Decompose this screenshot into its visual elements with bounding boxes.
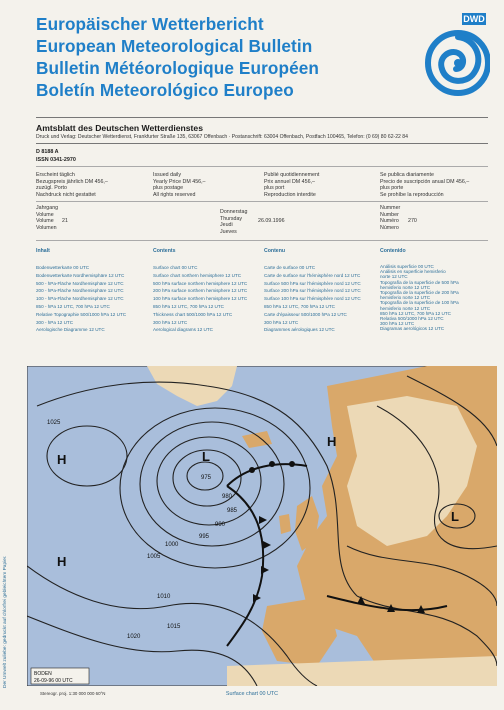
volume-value: 21 xyxy=(62,218,68,224)
isobar-label: 1005 xyxy=(147,554,161,560)
isobar-label: 1025 xyxy=(47,420,61,426)
list-item: 200 - hPa-Fläche Nordhemisphäre 12 UTC xyxy=(36,288,124,294)
isobar-label: 990 xyxy=(215,522,226,528)
list-item: 850 - hPa 12 UTC, 700 hPa 12 UTC xyxy=(36,303,110,309)
list-item: 500 - hPa-Fläche Nordhemisphäre 12 UTC xyxy=(36,280,124,286)
contents-list-french xyxy=(264,264,361,334)
low-pressure-symbol: L xyxy=(202,449,210,464)
list-item: Surface chart 00 UTC xyxy=(153,265,198,270)
publisher-address: Druck und Verlag: Deutscher Wetterdienst, Frankfurter Straße 135, 63067 Offenbach · Postanschrift: 63004 Offenbach, Postfach 100465, Telefon: (0 69) 80 62-22 84 xyxy=(36,134,408,140)
dwd-logo-text: DWD xyxy=(463,14,485,24)
list-item: Surface 200 hPa sur l'hémisphère nord 12 UTC xyxy=(264,288,361,294)
stamp-line: 26-09-96 00 UTC xyxy=(34,678,73,684)
list-item: 850 hPa 12 UTC, 700 hPa 12 UTC xyxy=(153,303,224,309)
isobar-label: 985 xyxy=(227,508,238,514)
issn: ISSN 0341-2970 xyxy=(36,157,76,163)
list-item: Thickness chart 500/1000 hPa 12 UTC xyxy=(153,311,233,317)
contents-list-english xyxy=(153,264,247,334)
weekday-labels: Donnerstag Thursday Jeudi Jueves xyxy=(220,209,248,235)
isobar-label: 1015 xyxy=(167,624,181,630)
list-item: hemisferio norte 12 UTC xyxy=(380,284,431,290)
list-item: Topografía de la superficie de 500 hPa xyxy=(380,279,459,285)
list-item: Análisis en superficie hemisferio xyxy=(380,269,446,275)
list-item: Análisis superficie 00 UTC xyxy=(380,264,434,269)
list-item: 850 hPa 12 UTC, 700 hPa 12 UTC xyxy=(380,310,451,316)
dwd-logo xyxy=(424,13,490,99)
isobar-label: 980 xyxy=(222,494,233,500)
pub-col-english: Issued daily Yearly Price DM 456,– plus postage All rights reserved xyxy=(153,172,206,198)
recycled-paper-note: Der Umwelt zuliebe: gedruckt auf chlorfrei gebleichtem Papier. xyxy=(3,555,8,688)
contents-heading-spanish: Contenido xyxy=(380,248,406,254)
high-pressure-symbol: H xyxy=(57,554,67,569)
list-item: Diagramas aerológicos 12 UTC xyxy=(380,326,445,332)
list-item: Relative Topographie 500/1000 hPa 12 UTC xyxy=(36,311,127,317)
list-item: 300 - hPa 12 UTC xyxy=(36,319,74,325)
list-item: Aerologische Diagramme 12 UTC xyxy=(36,327,105,333)
list-item: Carte de surface 00 UTC xyxy=(264,265,316,270)
list-item: 300 hPa 12 UTC xyxy=(264,319,299,325)
isobar-label: 1020 xyxy=(127,634,141,640)
list-item: Diagrammes aérologiques 12 UTC xyxy=(264,327,335,333)
contents-heading-german: Inhalt xyxy=(36,248,50,254)
list-item: Bodenwetterkarte 00 UTC xyxy=(36,265,90,270)
list-item: Bodenwetterkarte Nordhemisphäre 12 UTC xyxy=(36,272,125,278)
isobar-label: 975 xyxy=(201,475,212,481)
list-item: 100 - hPa-Fläche Nordhemisphäre 12 UTC xyxy=(36,296,124,302)
projection-note: Stereogr. proj. 1:30 000 000 60°N xyxy=(40,691,106,696)
pub-col-french: Publié quotidiennement Prix annuel DM 456,– plus port Reproduction interdite xyxy=(264,172,320,198)
list-item: 300 hPa 12 UTC xyxy=(380,321,415,327)
isobar-label: 995 xyxy=(199,534,210,540)
list-item: Surface 500 hPa sur l'hémisphère nord 12 UTC xyxy=(264,280,361,286)
surface-weather-map xyxy=(27,366,497,686)
issue-date: 26.09.1996 xyxy=(258,218,285,224)
map-land-ireland xyxy=(279,514,291,534)
contents-list-spanish xyxy=(380,264,459,332)
list-item: Carte d'épaisseur 500/1000 hPa 12 UTC xyxy=(264,311,347,317)
pub-col-german: Erscheint täglich Bezugspreis jährlich DM 456,– zuzügl. Porto Nachdruck nicht gestattet xyxy=(36,172,108,198)
stamp-line: BODEN xyxy=(34,671,52,677)
title-french: Bulletin Météorologique Européen xyxy=(36,58,319,78)
contents-heading-french: Contenu xyxy=(264,248,286,254)
map-caption: Surface chart 00 UTC xyxy=(225,691,279,697)
d-number: D 8188 A xyxy=(36,149,59,155)
list-item: Aerological diagrams 12 UTC xyxy=(153,327,213,333)
dwd-swirl-icon xyxy=(424,27,490,99)
amtsblatt-heading: Amtsblatt des Deutschen Wetterdienstes xyxy=(36,123,203,133)
list-item: 500 hPa surface northern hemisphere 12 UTC xyxy=(153,280,248,286)
issue-number: 270 xyxy=(408,218,417,224)
number-labels: Nummer Number Numéro Número xyxy=(380,205,401,231)
list-item: Carte de surface sur l'hémisphère nord 12 UTC xyxy=(264,272,361,278)
contents-heading-english: Contents xyxy=(153,248,176,254)
list-item: Surface chart northern hemisphere 12 UTC xyxy=(153,272,242,278)
isobar-label: 1000 xyxy=(165,542,179,548)
list-item: Topografía de la superficie de 200 hPa xyxy=(380,290,459,296)
title-english: European Meteorological Bulletin xyxy=(36,36,313,56)
pub-col-spanish: Se publica diariamente Precio de suscripción anual DM 456,– plus porte Se prohíbe la reproducción xyxy=(380,172,470,198)
list-item: Surface 100 hPa sur l'hémisphère nord 12 UTC xyxy=(264,296,361,302)
list-item: norte 12 UTC xyxy=(380,274,408,280)
list-item: 300 hPa 12 UTC xyxy=(153,319,188,325)
list-item: hemisferio norte 12 UTC xyxy=(380,295,431,301)
high-pressure-symbol: H xyxy=(327,434,337,449)
list-item: 200 hPa surface northern hemisphere 12 UTC xyxy=(153,288,248,294)
title-spanish: Boletín Meteorológico Europeo xyxy=(36,80,294,100)
title-german: Europäischer Wetterbericht xyxy=(36,14,264,34)
list-item: 850 hPa 12 UTC, 700 hPa 12 UTC xyxy=(264,303,335,309)
low-pressure-symbol: L xyxy=(451,509,459,524)
isobar-label: 1010 xyxy=(157,594,171,600)
volume-labels: Jahrgang Volume Volume Volumen xyxy=(36,205,59,231)
contents-list-german xyxy=(36,264,126,334)
list-item: hemisferio norte 12 UTC xyxy=(380,305,431,311)
high-pressure-symbol: H xyxy=(57,452,67,467)
list-item: Topografía de la superficie de 100 hPa xyxy=(380,300,459,306)
list-item: Relativa 500/1000 hPa 12 UTC xyxy=(380,316,444,322)
list-item: 100 hPa surface northern hemisphere 12 UTC xyxy=(153,296,248,302)
